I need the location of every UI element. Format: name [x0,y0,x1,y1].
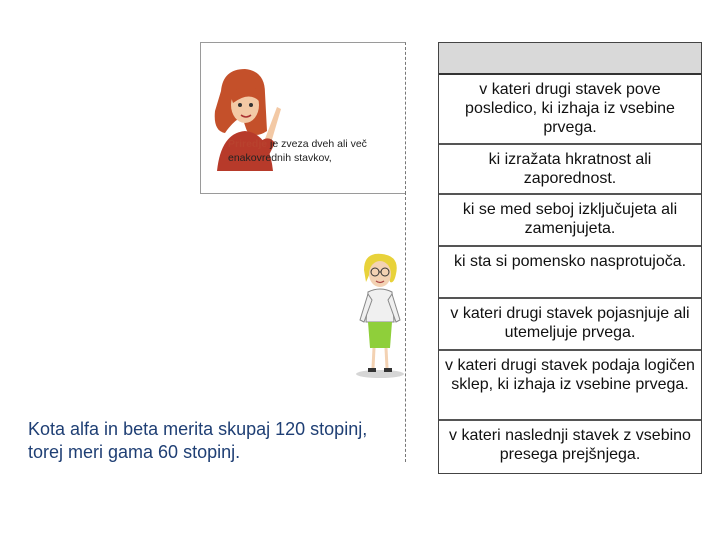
example-sentence: Kota alfa in beta merita skupaj 120 stopinj, torej meri gama 60 stopinj. [28,419,368,462]
definition-card [200,42,406,194]
teacher-illustration [350,248,410,378]
definition-text [228,137,408,165]
options-panel [438,42,702,474]
option-cell[interactable]: v kateri drugi stavek pove posledico, ki izhaja iz vsebine prvega. [439,75,701,145]
definition-body: je zveza dveh ali več enakovrednih stavkov, [228,138,367,164]
option-cell[interactable]: ki izražata hkratnost ali zaporednost. [439,145,701,195]
option-cell[interactable]: ki se med seboj izključujeta ali zamenjujeta. [439,195,701,247]
option-cell[interactable]: v kateri naslednji stavek z vsebino presega prejšnjega. [449,427,691,463]
panel-header [439,43,701,75]
definition-term: Priredje [228,138,268,150]
dashed-divider [405,192,406,462]
option-cell[interactable]: ki sta si pomensko nasprotujoča. [439,247,701,299]
option-cell[interactable]: v kateri drugi stavek podaja logičen sklep, ki izhaja iz vsebine prvega. [439,351,701,421]
option-cell[interactable]: v kateri drugi stavek pojasnjuje ali utemeljuje prvega. [439,299,701,351]
